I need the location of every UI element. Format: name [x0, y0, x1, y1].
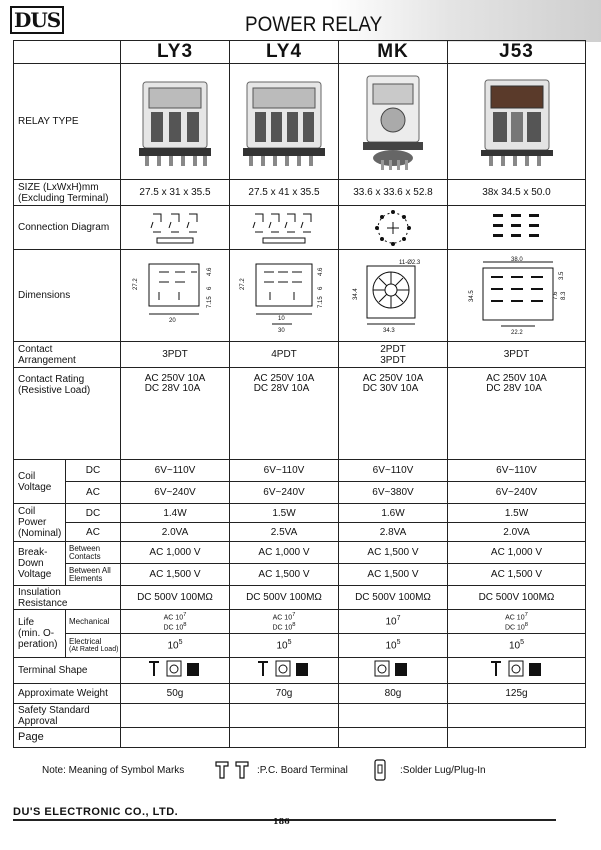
rating-ly4-dc: DC 28V 10A	[253, 383, 310, 394]
dim-ly4-b: 6	[318, 286, 324, 290]
power-dc-ly4: 1.5W	[230, 504, 339, 523]
rating-mk-dc: DC 30V 10A	[362, 383, 419, 394]
model-j53: J53	[448, 41, 586, 64]
spec-table	[13, 40, 586, 748]
dim-j53-c: 8.3	[560, 291, 567, 300]
coil-power-label: Coil Power	[18, 506, 47, 528]
rating-ly4-ac: AC 250V 10A	[253, 373, 315, 384]
dim-ly3-b: 6	[207, 286, 213, 290]
size-row	[14, 180, 586, 206]
mech-ly4: AC $10^7$ DC $10^8$	[230, 610, 339, 634]
between-elements-label: Between All	[69, 565, 111, 575]
contact-rating-label: Contact Rating	[18, 374, 85, 385]
electrical-sublabel: (At Rated Load)	[69, 646, 119, 653]
bd-elements-mk: AC 1,500 V	[339, 564, 448, 586]
between-contacts-label-2: Contacts	[69, 551, 101, 561]
dim-j53-pitch: 22.2	[510, 329, 523, 336]
connection-diagram-j53	[448, 206, 586, 250]
dim-ly4-a: 4.6	[318, 267, 324, 276]
power-dc-ly3: 1.4W	[121, 504, 230, 523]
weight-row	[14, 684, 586, 704]
contact-arr-ly3: 3PDT	[121, 342, 230, 368]
contact-arr-mk: 2PDT	[380, 343, 406, 355]
terminal-icons-mk	[339, 658, 448, 684]
dim-ly3-width: 20	[169, 317, 176, 324]
coil-voltage-ac-label: AC	[66, 482, 121, 504]
mech-mk: $10^7$	[339, 610, 448, 634]
relay-type-label: RELAY TYPE	[14, 64, 121, 180]
contact-arrangement-row	[14, 342, 586, 368]
page-label: Page	[14, 728, 121, 748]
solder-lug-icon	[187, 663, 199, 676]
insulation-ly3: DC 500V 100MΩ	[121, 586, 230, 610]
coil-voltage-label: Coil Voltage	[14, 460, 66, 504]
insulation-ly4: DC 500V 100MΩ	[230, 586, 339, 610]
coil-voltage-ac-row	[14, 482, 586, 504]
dim-j53-a: 3.5	[558, 271, 565, 280]
coil-dc-mk: 6V~110V	[339, 460, 448, 482]
pcb-terminal-icon	[214, 760, 254, 780]
connection-diagram-ly4	[230, 206, 339, 250]
relay-photo-ly3	[121, 64, 230, 180]
weight-label: Approximate Weight	[14, 684, 121, 704]
connection-diagram-ly3	[121, 206, 230, 250]
safety-row	[14, 704, 586, 728]
insulation-mk: DC 500V 100MΩ	[339, 586, 448, 610]
rating-ly3-ac: AC 250V 10A	[144, 373, 206, 384]
terminal-icons-ly3	[121, 658, 230, 684]
model-header-row	[14, 41, 586, 64]
solder-lug-icon	[373, 759, 387, 781]
coil-ac-ly4: 6V~240V	[230, 482, 339, 504]
coil-ac-ly3: 6V~240V	[121, 482, 230, 504]
coil-power-ac-row	[14, 523, 586, 542]
model-mk: MK	[339, 41, 448, 64]
bd-contacts-ly3: AC 1,000 V	[121, 542, 230, 564]
life-label-3: peration)	[18, 639, 58, 650]
mech-ly3: AC $10^7$ DC $10^8$	[121, 610, 230, 634]
size-sublabel: (Excluding Terminal)	[18, 192, 109, 204]
dim-ly4-height: 27.2	[240, 277, 246, 290]
mech-j53: AC $10^7$ DC $10^8$	[448, 610, 586, 634]
relay-photo-ly4	[230, 64, 339, 180]
model-ly4: LY4	[230, 41, 339, 64]
breakdown-elements-row	[14, 564, 586, 586]
coil-voltage-dc-label: DC	[66, 460, 121, 482]
coil-dc-ly3: 6V~110V	[121, 460, 230, 482]
relay-photo-j53	[448, 64, 586, 180]
electrical-label: Electrical	[69, 637, 102, 646]
dim-mk-height: 34.4	[353, 287, 359, 300]
safety-label-2: Approval	[18, 715, 58, 727]
connection-diagram-mk	[339, 206, 448, 250]
dim-ly3-a: 4.6	[207, 267, 213, 276]
insulation-label-2: Resistance	[18, 597, 68, 609]
mechanical-label: Mechanical	[66, 610, 121, 634]
contact-arrangement-label: Contact	[18, 343, 53, 355]
pcb-terminal-icon	[149, 662, 159, 676]
power-ac-mk: 2.8VA	[339, 523, 448, 542]
breakdown-label-2: Down	[18, 558, 44, 569]
dim-j53-width: 38.0	[510, 256, 523, 263]
dim-j53-height: 34.5	[468, 289, 475, 302]
bd-elements-ly4: AC 1,500 V	[230, 564, 339, 586]
insulation-row	[14, 586, 586, 610]
size-j53: 38x 34.5 x 50.0	[448, 180, 586, 206]
life-label-1: Life	[18, 617, 35, 628]
rating-j53-ac: AC 250V 10A	[486, 373, 547, 384]
life-electrical-row	[14, 634, 586, 658]
life-mechanical-row	[14, 610, 586, 634]
contact-arr-j53: 3PDT	[448, 342, 586, 368]
contact-arr-mk-alt: 3PDT	[380, 354, 406, 366]
plug-in-terminal-icon	[167, 661, 181, 676]
coil-ac-j53: 6V~240V	[448, 482, 586, 504]
insulation-j53: DC 500V 100MΩ	[448, 586, 586, 610]
power-ac-ly3: 2.0VA	[121, 523, 230, 542]
bd-elements-j53: AC 1,500 V	[448, 564, 586, 586]
between-elements-label-2: Elements	[69, 573, 103, 583]
elec-j53: $10^5$	[448, 634, 586, 658]
power-ac-ly4: 2.5VA	[230, 523, 339, 542]
contact-rating-sublabel: (Resistive Load)	[18, 385, 91, 396]
size-ly4: 27.5 x 41 x 35.5	[230, 180, 339, 206]
coil-dc-ly4: 6V~110V	[230, 460, 339, 482]
coil-ac-mk: 6V~380V	[339, 482, 448, 504]
dim-ly4-c: 7.15	[318, 295, 324, 308]
bd-contacts-ly4: AC 1,000 V	[230, 542, 339, 564]
power-dc-j53: 1.5W	[448, 504, 586, 523]
dim-ly4-pitch: 10	[278, 315, 285, 322]
relay-type-row	[14, 64, 586, 180]
dim-mk-width: 34.3	[383, 327, 395, 334]
dimensions-row	[14, 250, 586, 342]
symbol-note: Note: Meaning of Symbol Marks	[42, 765, 185, 776]
dimension-drawing-ly3	[121, 250, 230, 342]
terminal-shape-label: Terminal Shape	[14, 658, 121, 684]
contact-arrangement-label-2: Arrangement	[18, 354, 76, 366]
breakdown-label-1: Break-	[18, 547, 48, 558]
insulation-label: Insulation	[18, 586, 61, 598]
page-number: 186	[273, 816, 290, 826]
page-header	[0, 0, 601, 42]
breakdown-contacts-row	[14, 542, 586, 564]
elec-ly3: $10^5$	[121, 634, 230, 658]
breakdown-label-3: Voltage	[18, 569, 52, 580]
size-ly3: 27.5 x 31 x 35.5	[121, 180, 230, 206]
rating-ly3-dc: DC 28V 10A	[144, 383, 201, 394]
elec-ly4: $10^5$	[230, 634, 339, 658]
dim-j53-b: 7.6	[552, 291, 559, 300]
dimension-drawing-j53	[448, 250, 586, 342]
pcb-terminal-note: :P.C. Board Terminal	[257, 765, 348, 776]
coil-dc-j53: 6V~110V	[448, 460, 586, 482]
coil-power-ac-label: AC	[66, 523, 121, 542]
coil-power-dc-row	[14, 504, 586, 523]
weight-mk: 80g	[339, 684, 448, 704]
bd-contacts-j53: AC 1,000 V	[448, 542, 586, 564]
model-ly3: LY3	[121, 41, 230, 64]
bd-contacts-mk: AC 1,500 V	[339, 542, 448, 564]
bd-elements-ly3: AC 1,500 V	[121, 564, 230, 586]
contact-arr-ly4: 4PDT	[230, 342, 339, 368]
dimensions-label: Dimensions	[14, 250, 121, 342]
weight-j53: 125g	[448, 684, 586, 704]
page-title: POWER RELAY	[245, 13, 383, 36]
terminal-shape-row	[14, 658, 586, 684]
dim-ly4-width: 30	[278, 327, 285, 334]
coil-power-dc-label: DC	[66, 504, 121, 523]
between-contacts-label: Between	[69, 543, 101, 553]
dim-ly3-c: 7.15	[207, 295, 213, 308]
rating-j53-dc: DC 28V 10A	[486, 383, 542, 394]
page-row	[14, 728, 586, 748]
life-label-2: (min. O-	[18, 628, 55, 639]
dimension-drawing-ly4	[230, 250, 339, 342]
coil-voltage-dc-row	[14, 460, 586, 482]
terminal-icons-j53	[448, 658, 586, 684]
dimension-drawing-mk	[339, 250, 448, 342]
dim-ly3-height: 27.2	[133, 277, 139, 290]
terminal-icons-ly4	[230, 658, 339, 684]
elec-mk: $10^5$	[339, 634, 448, 658]
power-dc-mk: 1.6W	[339, 504, 448, 523]
company-logo: DUS	[10, 8, 64, 32]
safety-label: Safety Standard	[18, 704, 90, 716]
connection-label: Connection Diagram	[14, 206, 121, 250]
solder-lug-note: :Solder Lug/Plug-In	[400, 765, 486, 776]
size-mk: 33.6 x 33.6 x 52.8	[339, 180, 448, 206]
relay-photo-mk	[339, 64, 448, 180]
connection-row	[14, 206, 586, 250]
dim-mk-pins: 11-Ø2.3	[399, 259, 421, 266]
contact-rating-row	[14, 368, 586, 460]
weight-ly4: 70g	[230, 684, 339, 704]
rating-mk-ac: AC 250V 10A	[362, 373, 424, 384]
company-name: DU'S ELECTRONIC CO., LTD.	[13, 806, 179, 818]
power-ac-j53: 2.0VA	[448, 523, 586, 542]
coil-power-sublabel: (Nominal)	[18, 528, 62, 539]
weight-ly3: 50g	[121, 684, 230, 704]
size-label: SIZE (LxWxH)mm	[18, 181, 99, 193]
